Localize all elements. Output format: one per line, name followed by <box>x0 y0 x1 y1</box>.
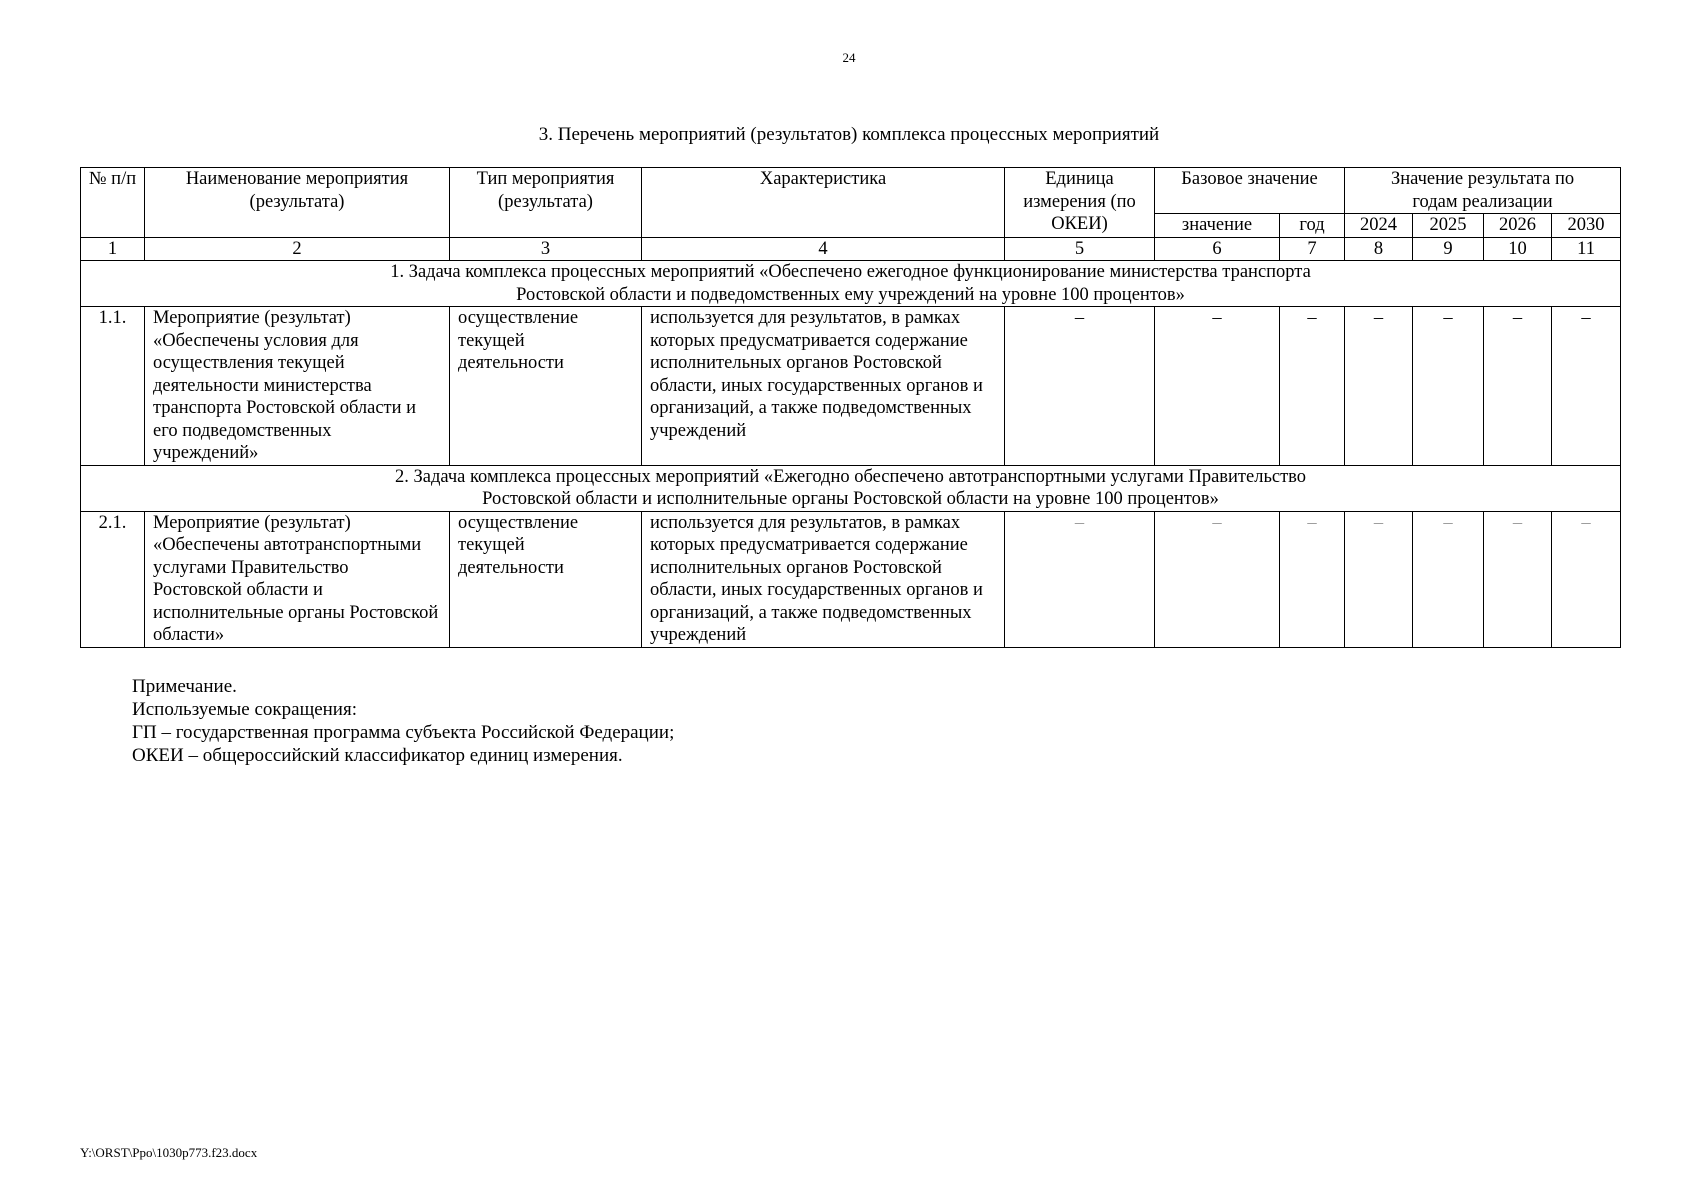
row-1-1-unit: – <box>1005 307 1155 466</box>
index-cell: 8 <box>1345 237 1413 261</box>
header-type: Тип мероприятия (результата) <box>450 168 642 238</box>
row-1-1-2025: – <box>1413 307 1484 466</box>
header-year-2030: 2030 <box>1552 214 1621 238</box>
row-1-1-name: Мероприятие (результат) «Обеспечены условия для осуществления текущей деятельности министерства транспорта Ростовской области и его подведомственных учреждений» <box>145 307 450 466</box>
row-2-1-unit: – <box>1005 511 1155 647</box>
row-1-1-description: используется для результатов, в рамках которых предусматривается содержание исполнительных органов Ростовской области, иных государственных органов и организаций, а также подведомственных учреждений <box>642 307 1005 466</box>
header-num: № п/п <box>81 168 145 238</box>
table-row <box>81 307 1621 466</box>
row-1-1-base-year: – <box>1280 307 1345 466</box>
notes-block <box>132 675 674 767</box>
row-1-1-2024: – <box>1345 307 1413 466</box>
page-number: 24 <box>842 50 856 65</box>
index-cell: 1 <box>81 237 145 261</box>
row-2-1-base-year: – <box>1280 511 1345 647</box>
index-cell: 11 <box>1552 237 1621 261</box>
header-year-2025: 2025 <box>1413 214 1484 238</box>
task-2-row <box>81 465 1621 511</box>
row-1-1-2030: – <box>1552 307 1621 466</box>
index-cell: 4 <box>642 237 1005 261</box>
row-1-1-num: 1.1. <box>81 307 145 466</box>
row-2-1-2026: – <box>1484 511 1552 647</box>
row-1-1-base-value: – <box>1155 307 1280 466</box>
header-base-value: значение <box>1155 214 1280 238</box>
index-cell: 2 <box>145 237 450 261</box>
row-2-1-base-value: – <box>1155 511 1280 647</box>
row-2-1-2024: – <box>1345 511 1413 647</box>
row-2-1-2025: – <box>1413 511 1484 647</box>
header-year-2026: 2026 <box>1484 214 1552 238</box>
header-years-group: Значение результата по годам реализации <box>1345 168 1621 214</box>
row-1-1-2026: – <box>1484 307 1552 466</box>
index-cell: 9 <box>1413 237 1484 261</box>
row-2-1-2030: – <box>1552 511 1621 647</box>
task-2-title: 2. Задача комплекса процессных мероприятий «Ежегодно обеспечено автотранспортными услугами Правительство Ростовской области и исполнительные органы Ростовской области на уровне 100 процентов» <box>81 465 1621 511</box>
table-header-row <box>81 168 1621 214</box>
activities-table <box>80 167 1621 648</box>
index-cell: 7 <box>1280 237 1345 261</box>
table-row <box>81 511 1621 647</box>
note-abbreviation-item: ОКЕИ – общероссийский классификатор единиц измерения. <box>132 745 623 766</box>
task-1-row <box>81 261 1621 307</box>
row-2-1-description: используется для результатов, в рамках которых предусматривается содержание исполнительных органов Ростовской области, иных государственных органов и организаций, а также подведомственных учреждений <box>642 511 1005 647</box>
footer-file-path: Y:\ORST\Ppo\1030p773.f23.docx <box>80 1145 258 1160</box>
row-2-1-type: осуществление текущей деятельности <box>450 511 642 647</box>
header-name: Наименование мероприятия (результата) <box>145 168 450 238</box>
header-description: Характеристика <box>642 168 1005 238</box>
header-base-year: год <box>1280 214 1345 238</box>
note-title: Примечание. <box>132 676 237 697</box>
table-index-row <box>81 237 1621 261</box>
section-title: 3. Перечень мероприятий (результатов) комплекса процессных мероприятий <box>538 124 1160 145</box>
header-base: Базовое значение <box>1155 168 1345 214</box>
index-cell: 6 <box>1155 237 1280 261</box>
note-abbreviation-item: ГП – государственная программа субъекта Российской Федерации; <box>132 722 675 743</box>
row-2-1-name: Мероприятие (результат) «Обеспечены автотранспортными услугами Правительство Ростовской области и исполнительные органы Ростовской области» <box>145 511 450 647</box>
row-2-1-num: 2.1. <box>81 511 145 647</box>
header-year-2024: 2024 <box>1345 214 1413 238</box>
note-abbreviations-intro: Используемые сокращения: <box>132 699 357 720</box>
task-1-title: 1. Задача комплекса процессных мероприятий «Обеспечено ежегодное функционирование министерства транспорта Ростовской области и подведомственных ему учреждений на уровне 100 процентов» <box>81 261 1621 307</box>
row-1-1-type: осуществление текущей деятельности <box>450 307 642 466</box>
index-cell: 3 <box>450 237 642 261</box>
header-unit: Единица измерения (по ОКЕИ) <box>1005 168 1155 238</box>
index-cell: 5 <box>1005 237 1155 261</box>
index-cell: 10 <box>1484 237 1552 261</box>
